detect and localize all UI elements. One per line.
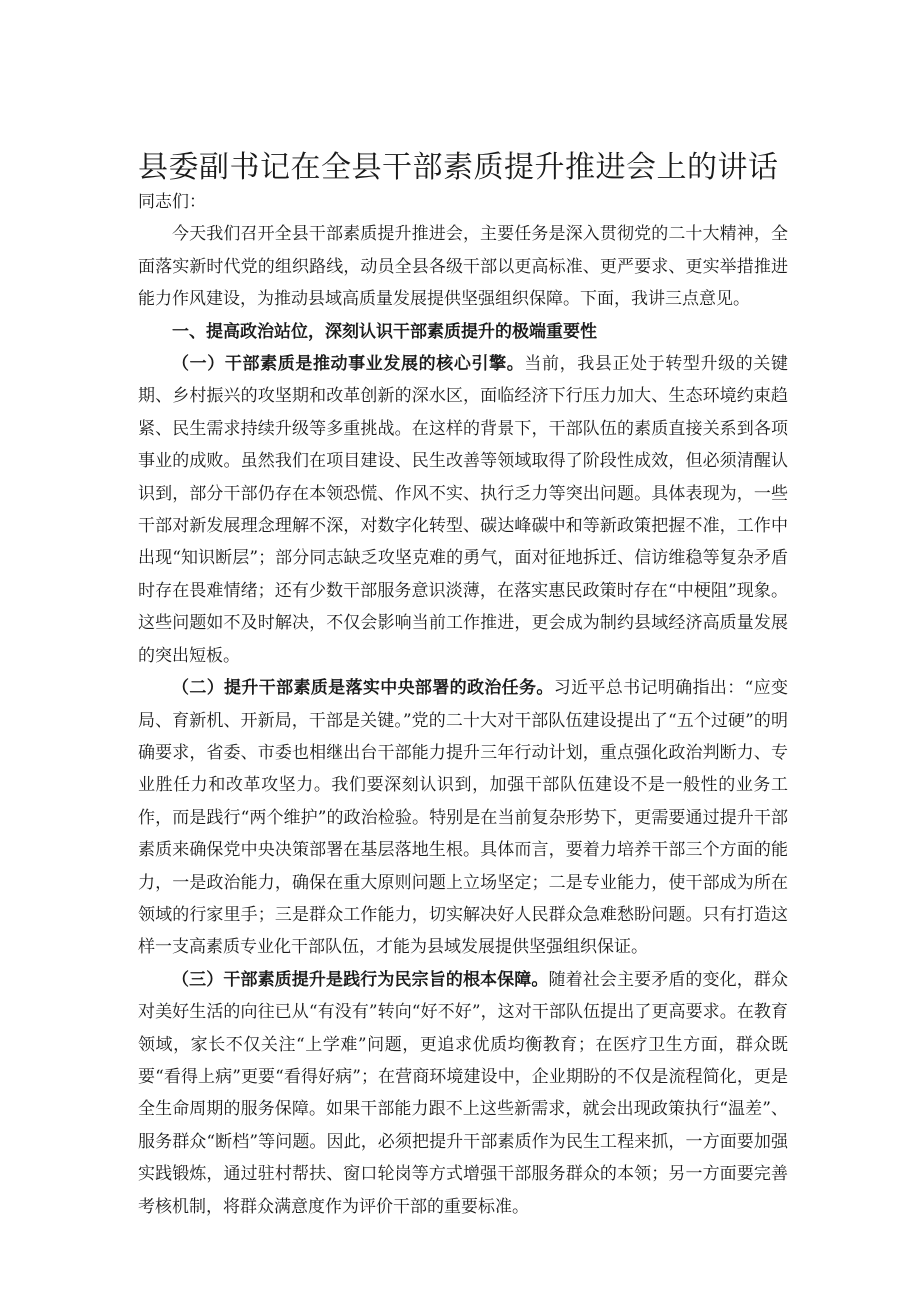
paragraph-2 — [138, 672, 788, 964]
document-body — [138, 186, 788, 1223]
paragraph-2-lead: （二）提升干部素质是落实中央部署的政治任务。 — [172, 678, 554, 699]
paragraph-2-text: 习近平总书记明确指出：“应变局、育新机、开新局，干部是关键。”党的二十大对干部队伍建设提出了“五个过硬”的明确要求，省委、市委也相继出台干部能力提升三年行动计划，重点强化政治判断力、专业胜任力和改革攻坚力。我们要深刻认识到，加强干部队伍建设不是一般性的业务工作，而是践行“两个维护”的政治检验。特别是在当前复杂形势下，更需要通过提升干部素质来确保党中央决策部署在基层落地生根。具体而言，要着力培养干部三个方面的能力，一是政治能力，确保在重大原则问题上立场坚定；二是专业能力，使干部成为所在领域的行家里手；三是群众工作能力，切实解决好人民群众急难愁盼问题。只有打造这样一支高素质专业化干部队伍，才能为县域发展提供坚强组织保证。 — [138, 678, 788, 958]
paragraph-3-text: 随着社会主要矛盾的变化，群众对美好生活的向往已从“有没有”转向“好不好”，这对干部队伍提出了更高要求。在教育领域，家长不仅关注“上学难”问题，更追求优质均衡教育；在医疗卫生方面，群众既要“看得上病”更要“看得好病”；在营商环境建设中，企业期盼的不仅是流程简化，更是全生命周期的服务保障。如果干部能力跟不上这些新需求，就会出现政策执行“温差”、服务群众“断档”等问题。因此，必须把提升干部素质作为民生工程来抓，一方面要加强实践锻炼，通过驻村帮扶、窗口轮岗等方式增强干部服务群众的本领；另一方面要完善考核机制，将群众满意度作为评价干部的重要标准。 — [138, 969, 789, 1217]
document-title: 县委副书记在全县干部素质提升推进会上的讲话 — [138, 150, 779, 186]
paragraph-1-lead: （一）干部素质是推动事业发展的核心引擎。 — [172, 354, 525, 375]
paragraph-1-text: 当前，我县正处于转型升级的关键期、乡村振兴的攻坚期和改革创新的深水区，面临经济下行压力加大、生态环境约束趋紧、民生需求持续升级等多重挑战。在这样的背景下，干部队伍的素质直接关系到各项事业的成败。虽然我们在项目建设、民生改善等领域取得了阶段性成效，但必须清醒认识到，部分干部仍存在本领恐慌、作风不实、执行乏力等突出问题。具体表现为，一些干部对新发展理念理解不深，对数字化转型、碳达峰碳中和等新政策把握不准，工作中出现“知识断层”；部分同志缺乏攻坚克难的勇气，面对征地拆迁、信访维稳等复杂矛盾时存在畏难情绪；还有少数干部服务意识淡薄，在落实惠民政策时存在“中梗阻”现象。这些问题如不及时解决，不仅会影响当前工作推进，更会成为制约县域经济高质量发展的突出短板。 — [138, 354, 789, 666]
intro-paragraph: 今天我们召开全县干部素质提升推进会，主要任务是深入贯彻党的二十大精神，全面落实新时代党的组织路线，动员全县各级干部以更高标准、更严要求、更实举措推进能力作风建设，为推动县域高质量发展提供坚强组织保障。下面，我讲三点意见。 — [138, 224, 788, 310]
section-heading: 一、提高政治站位，深刻认识干部素质提升的极端重要性 — [172, 321, 597, 342]
salutation: 同志们： — [138, 192, 206, 212]
paragraph-3-lead: （三）干部素质提升是践行为民宗旨的根本保障。 — [172, 969, 549, 990]
paragraph-3 — [138, 964, 788, 1223]
paragraph-1 — [138, 348, 788, 672]
